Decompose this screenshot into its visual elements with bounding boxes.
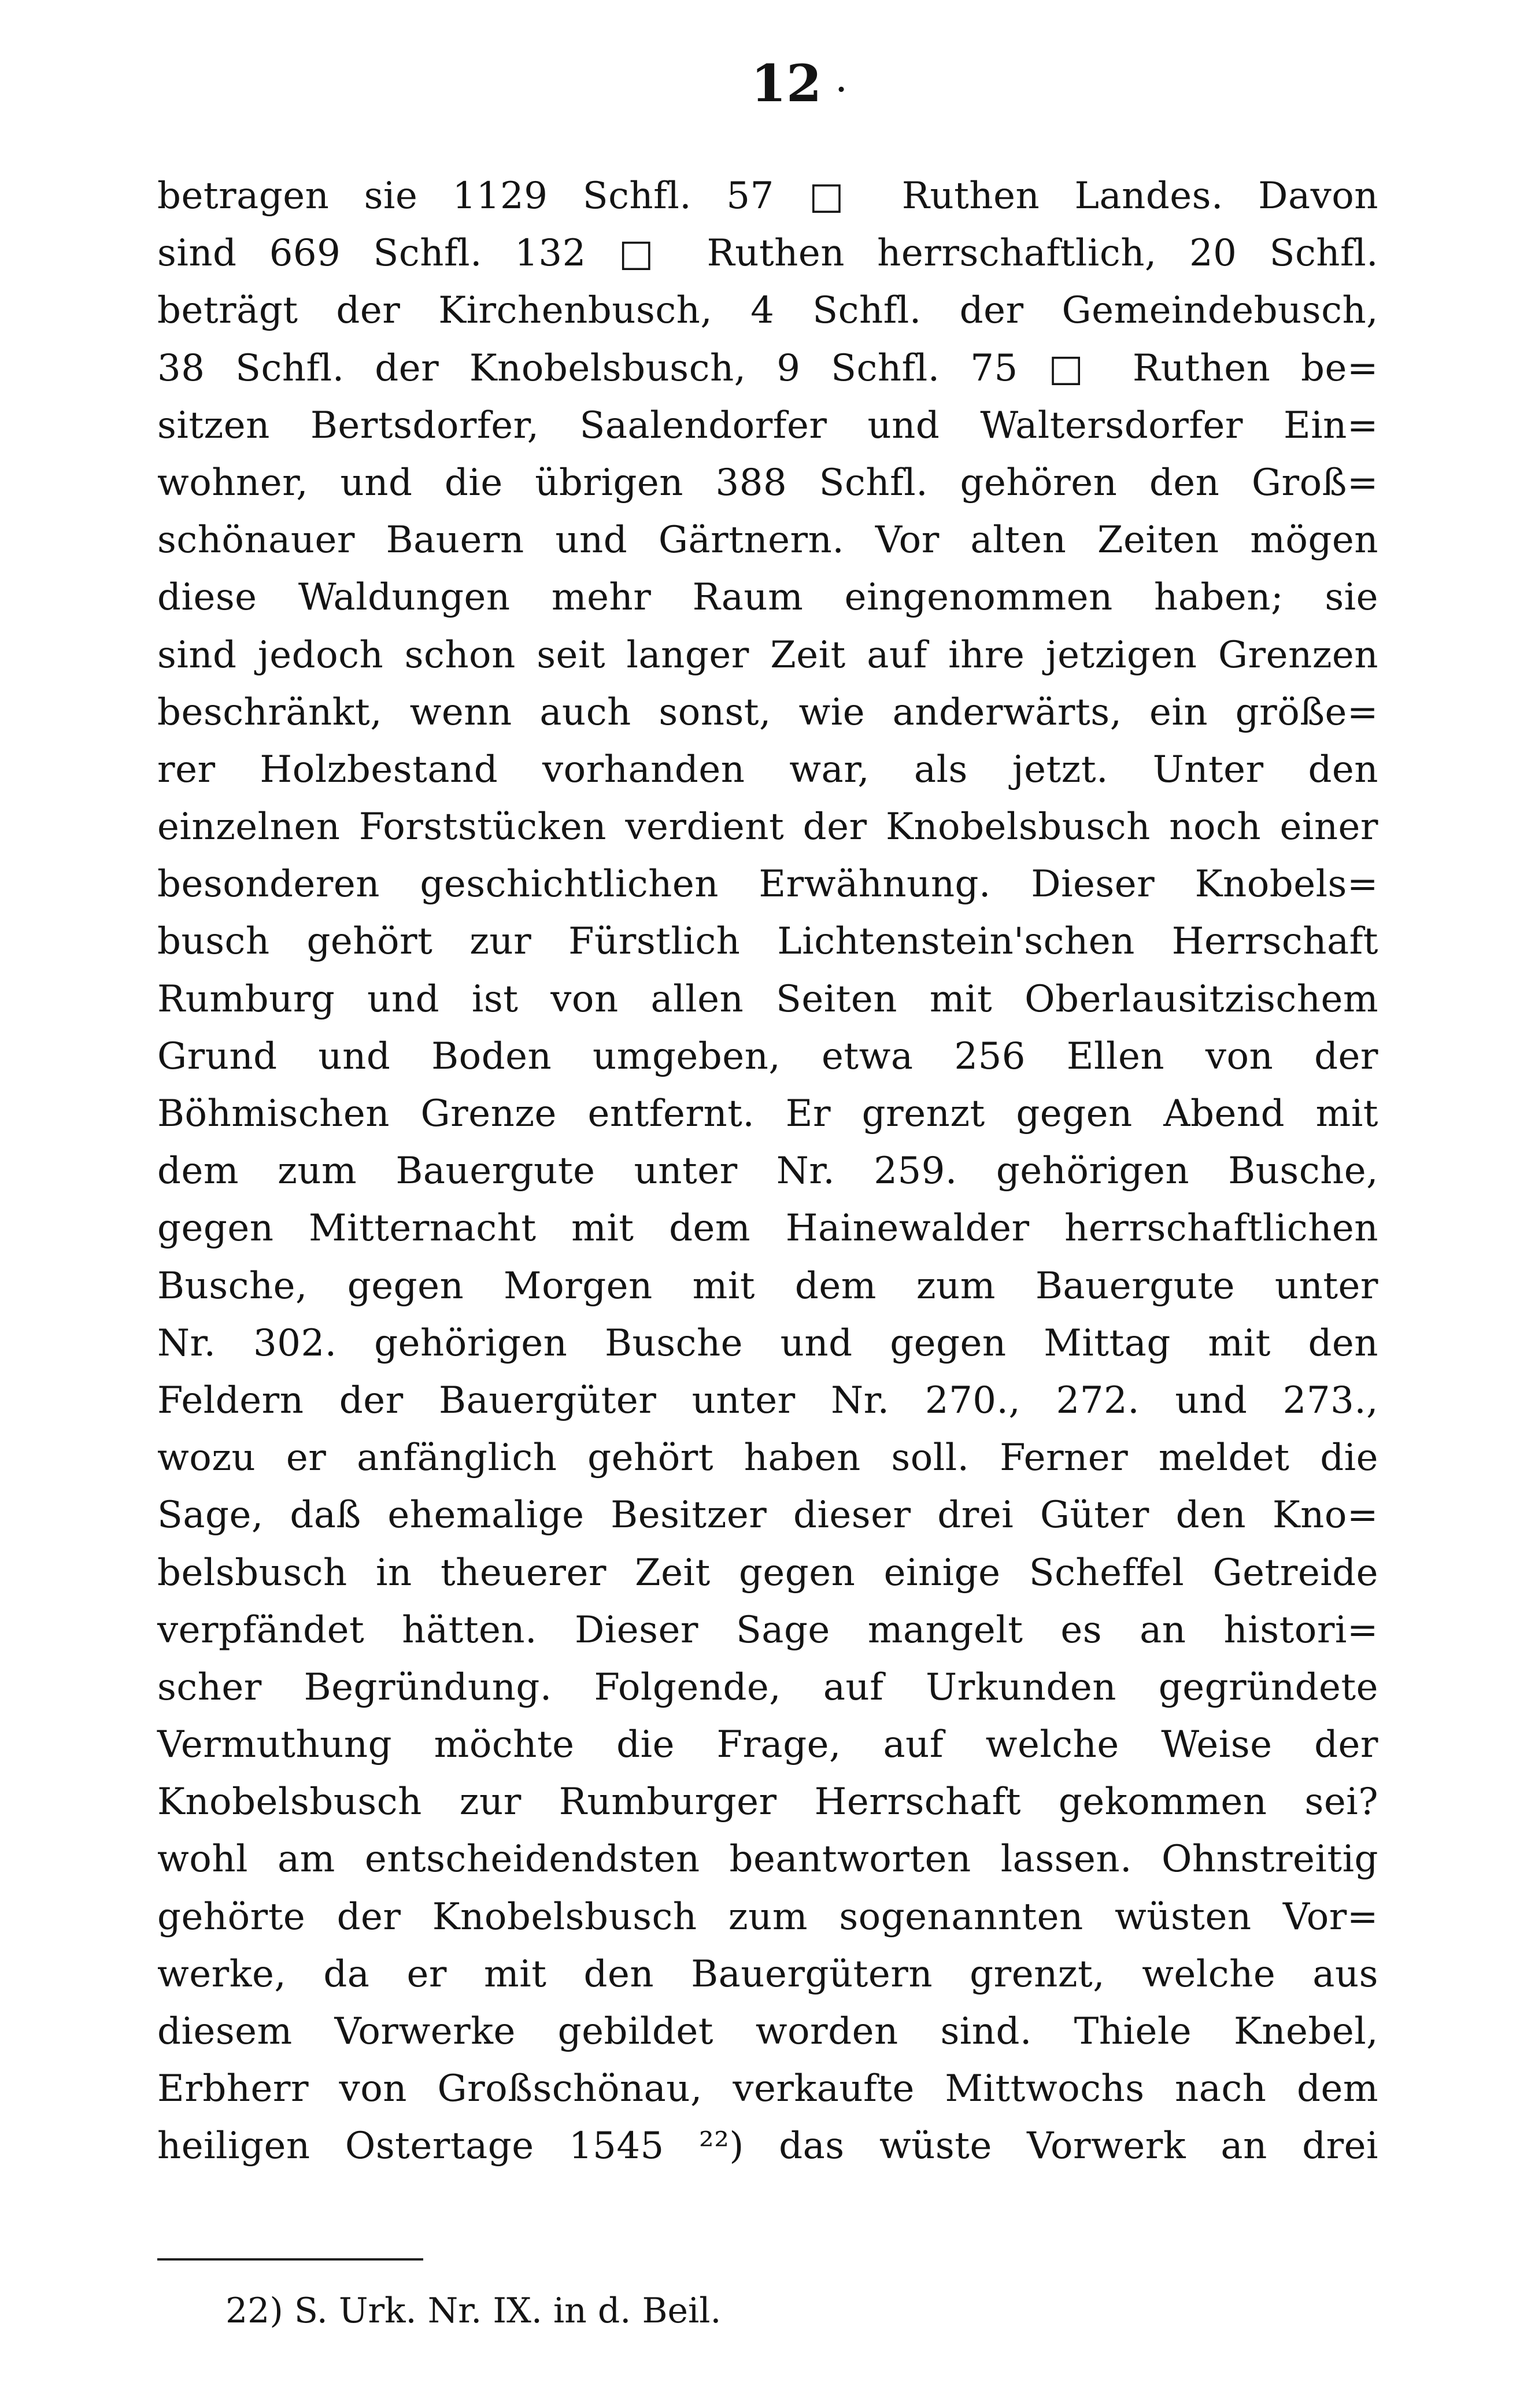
text-line: gegen Mitternacht mit dem Hainewalder herrschaftlichen [157, 1207, 1378, 1250]
text-line: sitzen Bertsdorfer, Saalendorfer und Waltersdorfer Ein= [157, 404, 1378, 447]
text-line: Grund und Boden umgeben, etwa 256 Ellen von der [157, 1035, 1378, 1078]
text-line: scher Begründung. Folgende, auf Urkunden gegründete [157, 1665, 1378, 1709]
text-line: Knobelsbusch zur Rumburger Herrschaft gekommen sei? [157, 1781, 1378, 1824]
body-text [157, 168, 1378, 2176]
text-line: Böhmischen Grenze entfernt. Er grenzt gegen Abend mit [157, 1092, 1378, 1135]
text-line: sind 669 Schfl. 132 □ Ruthen herrschaftlich, 20 Schfl. [157, 232, 1378, 275]
text-line: beschränkt, wenn auch sonst, wie anderwärts, ein größe= [157, 690, 1378, 734]
text-line: 38 Schfl. der Knobelsbusch, 9 Schfl. 75 □ Ruthen be= [157, 346, 1378, 390]
page-number: 12 [750, 53, 822, 113]
text-line: sind jedoch schon seit langer Zeit auf ihre jetzigen Grenzen [157, 633, 1378, 677]
text-line: betragen sie 1129 Schfl. 57 □ Ruthen Landes. Davon [157, 175, 1378, 217]
text-line: diese Waldungen mehr Raum eingenommen haben; sie [157, 576, 1378, 619]
text-line: rer Holzbestand vorhanden war, als jetzt. Unter den [157, 748, 1378, 791]
text-line: einzelnen Forststücken verdient der Knobelsbusch noch einer [157, 806, 1378, 849]
text-line: Nr. 302. gehörigen Busche und gegen Mittag mit den [157, 1321, 1378, 1365]
text-line: dem zum Bauergute unter Nr. 259. gehörigen Busche, [157, 1150, 1378, 1193]
text-line: heiligen Ostertage 1545 ²²) das wüste Vorwerk an drei [157, 2125, 1378, 2168]
text-line: diesem Vorwerke gebildet worden sind. Thiele Knebel, [157, 2010, 1378, 2053]
text-line: verpfändet hätten. Dieser Sage mangelt es an histori= [157, 1608, 1378, 1652]
footnote: 22) S. Urk. Nr. IX. in d. Beil. [225, 2291, 722, 2331]
text-line: Vermuthung möchte die Frage, auf welche Weise der [157, 1723, 1378, 1767]
text-line: beträgt der Kirchenbusch, 4 Schfl. der Gemeindebusch, [157, 289, 1378, 333]
text-line: wozu er anfänglich gehört haben soll. Ferner meldet die [157, 1436, 1378, 1480]
footnote-rule [157, 2258, 423, 2261]
text-line: busch gehört zur Fürstlich Lichtenstein'schen Herrschaft [157, 920, 1378, 963]
text-line: Erbherr von Großschönau, verkaufte Mittwochs nach dem [157, 2067, 1378, 2111]
page-number-mark: · [835, 66, 848, 113]
text-line: belsbusch in theuerer Zeit gegen einige Scheffel Getreide [157, 1551, 1378, 1594]
text-line: wohner, und die übrigen 388 Schfl. gehören den Groß= [157, 461, 1378, 504]
text-line: schönauer Bauern und Gärtnern. Vor alten Zeiten mögen [157, 519, 1378, 562]
text-line: wohl am entscheidendsten beantworten lassen. Ohnstreitig [157, 1838, 1378, 1881]
text-line: Busche, gegen Morgen mit dem zum Bauergute unter [157, 1264, 1378, 1308]
text-line: werke, da er mit den Bauergütern grenzt, welche aus [157, 1952, 1378, 1996]
text-line: gehörte der Knobelsbusch zum sogenannten wüsten Vor= [157, 1895, 1378, 1938]
text-line: Rumburg und ist von allen Seiten mit Oberlausitzischem [157, 977, 1378, 1021]
text-line: Sage, daß ehemalige Besitzer dieser drei Güter den Kno= [157, 1494, 1378, 1537]
text-line: Feldern der Bauergüter unter Nr. 270., 272. und 273., [157, 1379, 1378, 1422]
text-line: besonderen geschichtlichen Erwähnung. Dieser Knobels= [157, 863, 1378, 906]
